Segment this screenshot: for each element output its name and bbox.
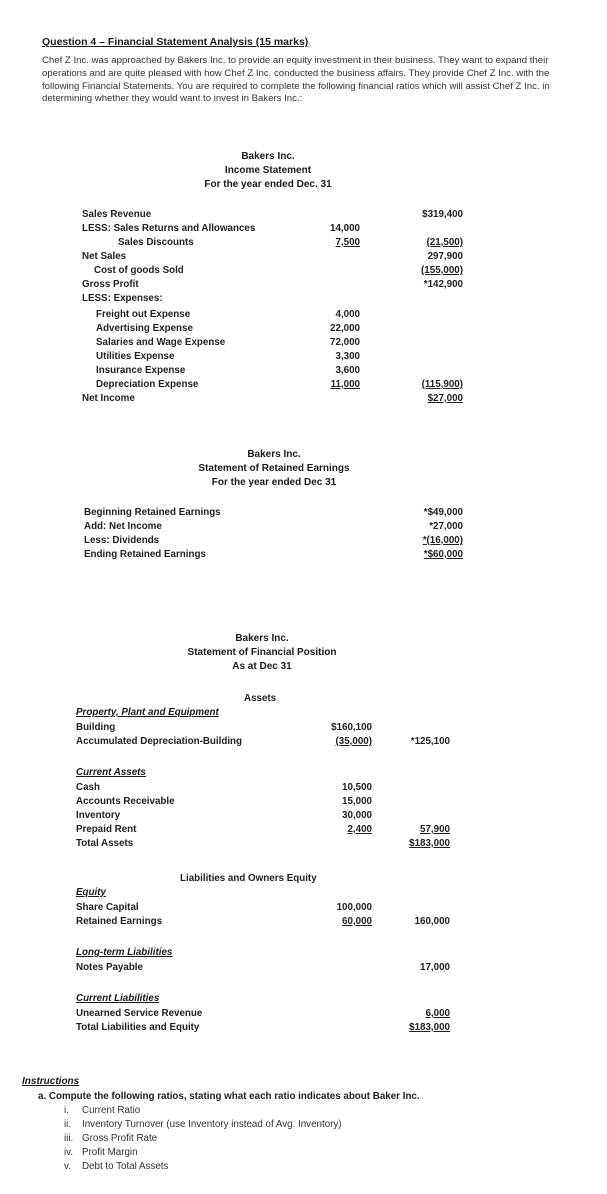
re-row-label: Ending Retained Earnings xyxy=(84,549,206,560)
is-row-c1: 4,000 xyxy=(335,309,360,320)
question-title: Question 4 – Financial Statement Analysis (15 marks) xyxy=(42,36,309,48)
re-row-label: Less: Dividends xyxy=(84,535,160,546)
is-row-c2: (155,000) xyxy=(421,265,463,276)
fp-header-period: As at Dec 31 xyxy=(232,661,292,672)
fp-row-label: Notes Payable xyxy=(76,962,143,973)
is-row-label: Advertising Expense xyxy=(96,323,193,334)
fp-row-c2: 160,000 xyxy=(414,916,450,927)
fp-row-c1: 100,000 xyxy=(336,902,372,913)
equity-heading: Equity xyxy=(76,887,106,898)
instruction-item-num: i. xyxy=(64,1105,69,1116)
liabilities-heading: Liabilities and Owners Equity xyxy=(180,873,317,884)
re-row-label: Add: Net Income xyxy=(84,521,162,532)
fp-row-label: Total Assets xyxy=(76,838,134,849)
instruction-item-text: Inventory Turnover (use Inventory instead of Avg. Inventory) xyxy=(82,1119,342,1130)
is-row-label: Insurance Expense xyxy=(96,365,186,376)
re-header-title: Statement of Retained Earnings xyxy=(198,463,350,474)
fp-header-title: Statement of Financial Position xyxy=(187,647,337,658)
re-row-label: Beginning Retained Earnings xyxy=(84,507,221,518)
fp-row-label: Accumulated Depreciation-Building xyxy=(76,736,243,747)
fp-row-c1: $160,100 xyxy=(331,722,372,733)
fp-row-c1: 10,500 xyxy=(342,782,372,793)
fp-row-c2: 57,900 xyxy=(420,824,450,835)
fp-row-c2: $183,000 xyxy=(409,838,450,849)
is-row-label: Freight out Expense xyxy=(96,309,191,320)
is-row-label: Gross Profit xyxy=(82,279,139,290)
re-row-value: *27,000 xyxy=(429,521,463,532)
re-header-period: For the year ended Dec 31 xyxy=(211,477,337,488)
re-row-value: *(16,000) xyxy=(422,535,463,546)
fp-header-company: Bakers Inc. xyxy=(235,633,289,644)
fp-row-label: Share Capital xyxy=(76,902,139,913)
is-row-c2: 297,900 xyxy=(427,251,463,262)
fp-row-label: Unearned Service Revenue xyxy=(76,1008,203,1019)
fp-row-c1: 2,400 xyxy=(347,824,372,835)
fp-row-c1: (35,000) xyxy=(335,736,372,747)
instructions-title: Instructions xyxy=(22,1076,80,1087)
instruction-item-num: v. xyxy=(64,1161,71,1172)
fp-row-c1: 15,000 xyxy=(342,796,372,807)
instruction-item-num: iii. xyxy=(64,1133,74,1144)
current-liabilities-heading: Current Liabilities xyxy=(76,993,160,1004)
re-row-value: *$60,000 xyxy=(423,549,463,560)
is-row-c1: 22,000 xyxy=(330,323,360,334)
is-row-label: Salaries and Wage Expense xyxy=(96,337,226,348)
is-row-c1: 7,500 xyxy=(335,237,360,248)
re-header-company: Bakers Inc. xyxy=(247,449,301,460)
instruction-item-text: Gross Profit Rate xyxy=(82,1133,158,1144)
is-row-label: LESS: Sales Returns and Allowances xyxy=(82,223,256,234)
is-row-c1: 14,000 xyxy=(330,223,360,234)
income-header-period: For the year ended Dec. 31 xyxy=(204,179,332,190)
instruction-item-text: Profit Margin xyxy=(82,1147,138,1158)
is-row-c2: $319,400 xyxy=(422,209,463,220)
is-row-label: Net Sales xyxy=(82,251,127,262)
fp-row-label: Total Liabilities and Equity xyxy=(76,1022,200,1033)
is-row-c2: (115,900) xyxy=(421,379,463,390)
is-row-c1: 11,000 xyxy=(330,379,360,390)
is-row-label: LESS: Expenses: xyxy=(82,293,163,304)
fp-row-c2: 6,000 xyxy=(425,1008,450,1019)
is-row-c2: *142,900 xyxy=(423,279,463,290)
fp-row-label: Retained Earnings xyxy=(76,916,163,927)
income-header-title: Income Statement xyxy=(224,165,312,176)
long-term-heading: Long-term Liabilities xyxy=(76,947,173,958)
income-header-company: Bakers Inc. xyxy=(241,151,295,162)
is-row-c2: (21,500) xyxy=(426,237,463,248)
is-row-label: Sales Revenue xyxy=(82,209,152,220)
fp-row-c1: 30,000 xyxy=(342,810,372,821)
ppe-heading: Property, Plant and Equipment xyxy=(76,707,219,718)
fp-row-label: Building xyxy=(76,722,116,733)
is-row-label: Net Income xyxy=(82,393,135,404)
instruction-a: a. Compute the following ratios, stating what each ratio indicates about Baker Inc. xyxy=(38,1091,420,1102)
fp-row-c2: *125,100 xyxy=(410,736,450,747)
instruction-item-text: Current Ratio xyxy=(82,1105,141,1116)
is-row-label: Depreciation Expense xyxy=(96,379,199,390)
is-row-label: Cost of goods Sold xyxy=(94,265,184,276)
fp-row-c1: 60,000 xyxy=(342,916,372,927)
is-row-c1: 3,300 xyxy=(335,351,360,362)
fp-row-c2: 17,000 xyxy=(420,962,450,973)
fp-row-label: Inventory xyxy=(76,810,121,821)
instruction-item-num: ii. xyxy=(64,1119,72,1130)
fp-row-label: Prepaid Rent xyxy=(76,824,137,835)
is-row-c2: $27,000 xyxy=(427,393,463,404)
is-row-c1: 3,600 xyxy=(335,365,360,376)
is-row-label: Sales Discounts xyxy=(118,237,194,248)
instruction-item-num: iv. xyxy=(64,1147,74,1158)
assets-heading: Assets xyxy=(244,693,277,704)
instruction-item-text: Debt to Total Assets xyxy=(82,1161,169,1172)
question-intro: Chef Z Inc. was approached by Bakers Inc. to provide an equity investment in their business. They want to expand their operations and are quite pleased with how Chef Z Inc. conducted the business affairs. They provide Chef Z Inc. with the following Financial Statements. You are required to complete the following financial ratios which will assist Chef Z Inc. in determining whether they would want to invest in Bakers Inc.: xyxy=(42,55,550,105)
re-row-value: *$49,000 xyxy=(423,507,463,518)
is-row-label: Utilities Expense xyxy=(96,351,175,362)
current-assets-heading: Current Assets xyxy=(76,767,146,778)
fp-row-label: Cash xyxy=(76,782,100,793)
is-row-c1: 72,000 xyxy=(330,337,360,348)
fp-row-label: Accounts Receivable xyxy=(76,796,175,807)
fp-row-c2: $183,000 xyxy=(409,1022,450,1033)
